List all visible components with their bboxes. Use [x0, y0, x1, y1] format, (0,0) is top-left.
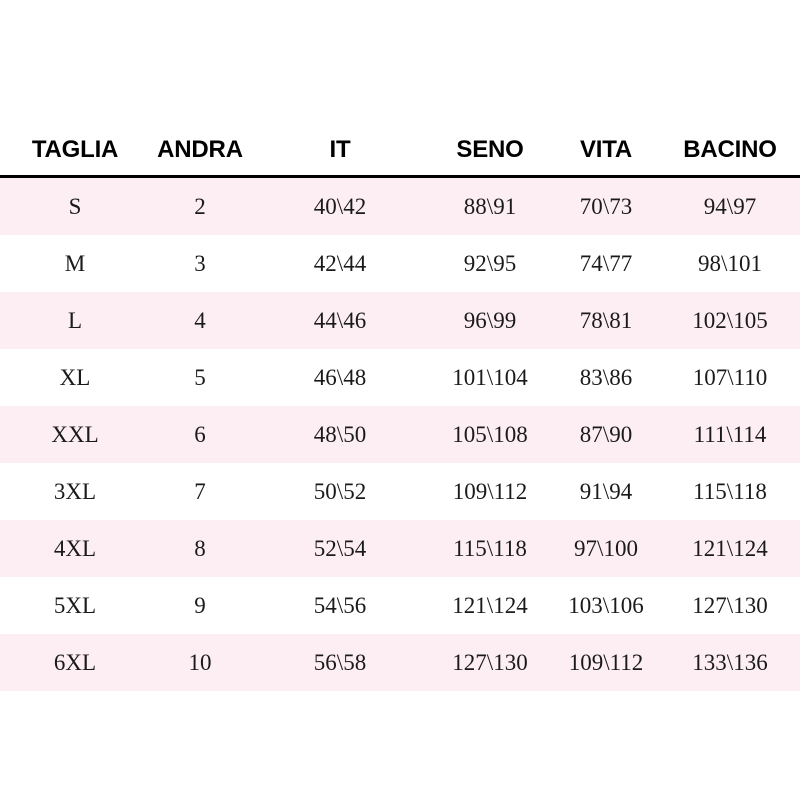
cell-taglia: S [68, 194, 82, 219]
cell-it: 44\46 [313, 308, 367, 333]
cell-seno: 115\118 [453, 536, 527, 561]
cell-vita: 87\90 [579, 422, 633, 447]
cell-it: 42\44 [313, 251, 367, 276]
cell-taglia: 5XL [53, 593, 97, 618]
header-vita: VITA [579, 136, 633, 163]
cell-seno: 105\108 [452, 422, 528, 447]
cell-it: 50\52 [313, 479, 367, 504]
cell-it: 40\42 [313, 194, 367, 219]
table-row [0, 178, 800, 235]
cell-seno: 109\112 [452, 479, 528, 504]
cell-vita: 78\81 [579, 308, 633, 333]
cell-taglia: XL [59, 365, 91, 390]
cell-andra: 5 [194, 365, 206, 390]
cell-it: 56\58 [313, 650, 367, 675]
table-row [0, 577, 800, 634]
cell-vita: 103\106 [568, 593, 644, 618]
cell-seno: 121\124 [452, 593, 528, 618]
table-row [0, 349, 800, 406]
cell-taglia: 3XL [53, 479, 97, 504]
cell-taglia: 6XL [53, 650, 97, 675]
table-row [0, 235, 800, 292]
cell-it: 52\54 [313, 536, 367, 561]
cell-bacino: 94\97 [703, 194, 757, 219]
cell-vita: 97\100 [574, 536, 638, 561]
cell-seno: 88\91 [463, 194, 517, 219]
table-row [0, 406, 800, 463]
cell-andra: 2 [194, 194, 206, 219]
cell-vita: 74\77 [579, 251, 633, 276]
cell-taglia: XXL [51, 422, 99, 447]
cell-andra: 8 [194, 536, 206, 561]
table-row [0, 634, 800, 691]
cell-seno: 101\104 [452, 365, 528, 390]
cell-andra: 6 [194, 422, 206, 447]
cell-bacino: 107\110 [692, 365, 768, 390]
header-bacino: BACINO [683, 136, 777, 163]
cell-bacino: 115\118 [693, 479, 767, 504]
cell-andra: 4 [194, 308, 206, 333]
cell-vita: 109\112 [568, 650, 644, 675]
cell-bacino: 111\114 [693, 422, 767, 447]
table-body [0, 178, 800, 691]
cell-bacino: 102\105 [692, 308, 768, 333]
cell-bacino: 121\124 [692, 536, 768, 561]
header-andra: ANDRA [157, 136, 243, 163]
cell-taglia: M [64, 251, 86, 276]
header-seno: SENO [456, 136, 524, 163]
header-it: IT [329, 136, 351, 163]
cell-bacino: 133\136 [692, 650, 768, 675]
table-row [0, 520, 800, 577]
cell-andra: 7 [194, 479, 206, 504]
cell-bacino: 98\101 [698, 251, 762, 276]
size-chart-table [0, 122, 800, 691]
cell-it: 46\48 [313, 365, 367, 390]
cell-it: 54\56 [313, 593, 367, 618]
cell-seno: 92\95 [463, 251, 517, 276]
cell-vita: 91\94 [579, 479, 633, 504]
cell-bacino: 127\130 [692, 593, 768, 618]
table-row [0, 292, 800, 349]
cell-it: 48\50 [313, 422, 367, 447]
header-taglia: TAGLIA [31, 136, 119, 163]
cell-andra: 10 [188, 650, 212, 675]
cell-seno: 96\99 [463, 308, 517, 333]
cell-vita: 70\73 [579, 194, 633, 219]
cell-vita: 83\86 [579, 365, 633, 390]
cell-taglia: 4XL [53, 536, 97, 561]
cell-andra: 9 [194, 593, 206, 618]
table-header-row [0, 122, 800, 178]
cell-taglia: L [67, 308, 83, 333]
table-row [0, 463, 800, 520]
cell-seno: 127\130 [452, 650, 528, 675]
cell-andra: 3 [194, 251, 206, 276]
